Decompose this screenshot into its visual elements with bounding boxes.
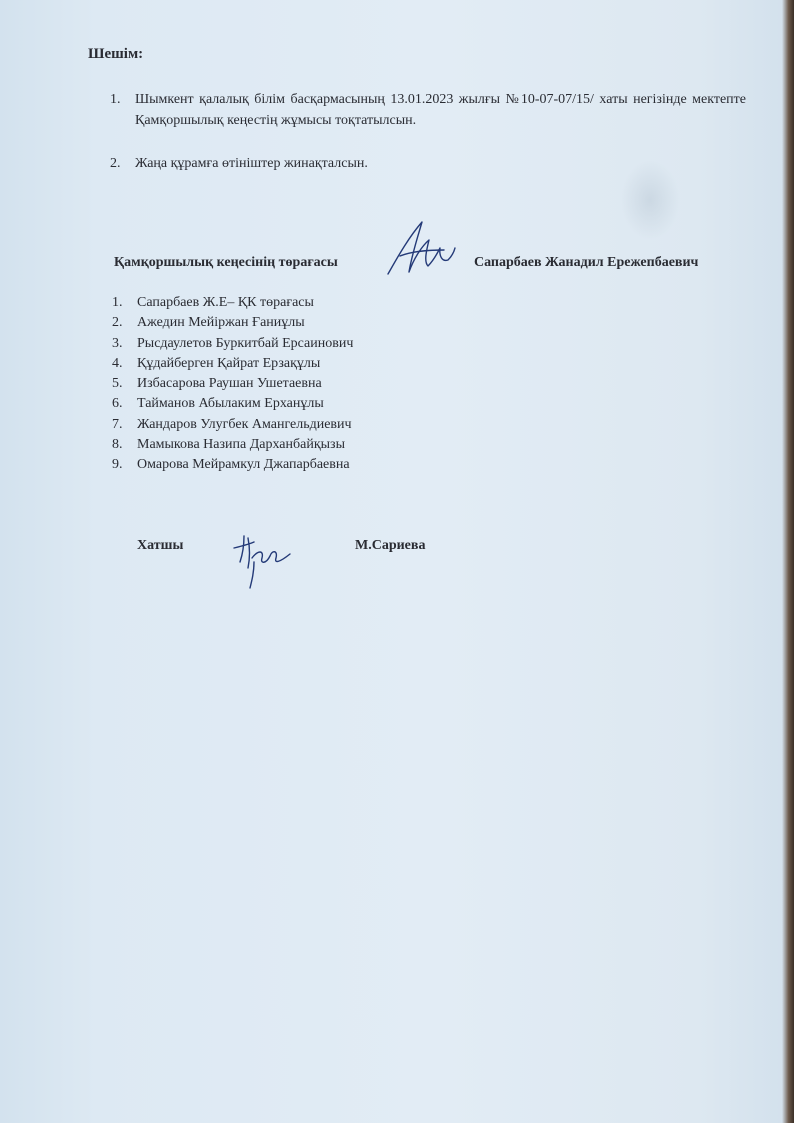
resolution-number: 1.: [110, 92, 121, 107]
member-number: 8.: [112, 437, 123, 453]
member-number: 4.: [112, 355, 123, 371]
resolution-item: [110, 153, 746, 174]
resolution-text: Шымкент қалалық білім басқармасының 13.01.2023 жылғы №10-07-07/15/ хаты негізінде мектепте Қамқоршылық кеңестің жұмысы тоқтатылсын.: [135, 92, 746, 128]
member-item: [112, 334, 353, 354]
page-edge-shadow: [782, 0, 794, 1123]
secretary-name: М.Сариева: [355, 538, 426, 553]
member-item: [112, 394, 353, 414]
member-item: [112, 415, 353, 435]
member-name: Құдайберген Қайрат Ерзақұлы: [137, 355, 321, 371]
member-item: [112, 354, 353, 374]
member-item: [112, 293, 353, 313]
resolution-list: [110, 89, 746, 174]
resolution-item: [110, 89, 746, 131]
member-item: [112, 374, 353, 394]
member-number: 2.: [112, 315, 123, 331]
chairman-name: Сапарбаев Жанадил Ережепбаевич: [474, 255, 699, 270]
member-item: [112, 313, 353, 333]
member-name: Жандаров Улугбек Амангельдиевич: [137, 416, 352, 432]
member-item: [112, 435, 353, 455]
decision-heading: Шешім:: [88, 46, 144, 62]
chairman-title: Қамқоршылық кеңесінің төрағасы: [114, 255, 338, 270]
member-name: Рысдаулетов Буркитбай Ерсаинович: [137, 335, 354, 351]
member-number: 1.: [112, 295, 123, 310]
member-name: Сапарбаев Ж.Е– ҚК төрағасы: [137, 295, 314, 310]
member-item: [112, 455, 353, 475]
member-name: Мамыкова Назипа Дарханбайқызы: [137, 437, 345, 453]
member-name: Тайманов Абылаким Ерханұлы: [137, 396, 324, 412]
resolution-number: 2.: [110, 156, 121, 171]
resolution-text: Жаңа құрамға өтініштер жинақталсын.: [135, 156, 368, 171]
member-number: 7.: [112, 416, 123, 432]
member-number: 9.: [112, 457, 123, 473]
member-list: [112, 293, 353, 476]
member-name: Избасарова Раушан Ушетаевна: [137, 376, 322, 392]
member-number: 5.: [112, 376, 123, 392]
member-number: 6.: [112, 396, 123, 412]
member-name: Ажедин Мейіржан Ғаниұлы: [137, 315, 305, 331]
member-number: 3.: [112, 335, 123, 351]
member-name: Омарова Мейрамкул Джапарбаевна: [137, 457, 350, 473]
secretary-title: Хатшы: [137, 538, 184, 553]
secretary-signature: [230, 528, 294, 590]
chairman-signature: [382, 216, 460, 282]
